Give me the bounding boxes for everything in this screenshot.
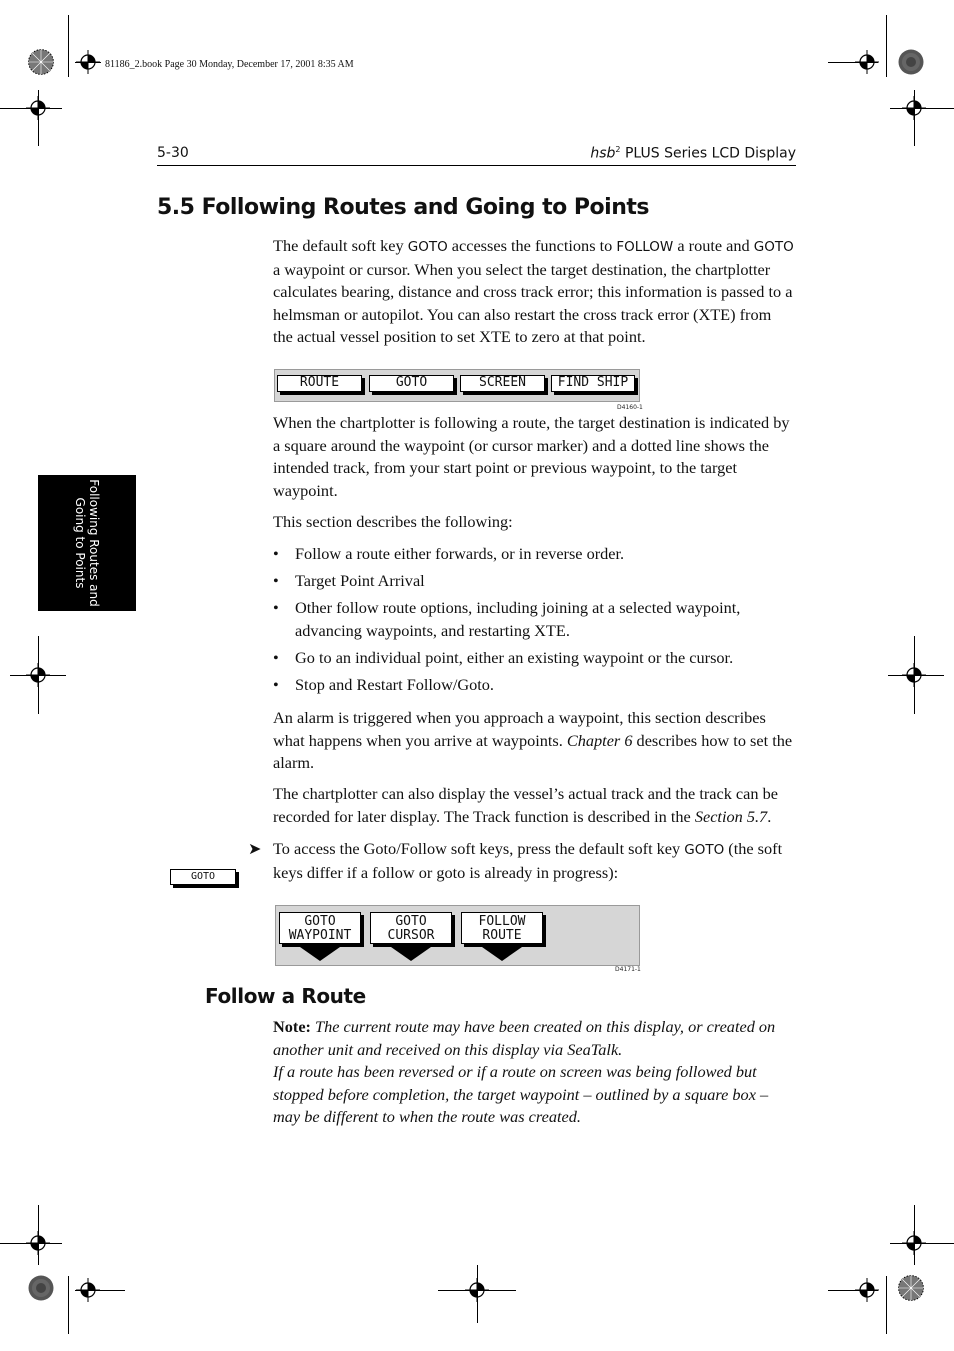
crosshair-icon (26, 1231, 50, 1255)
side-tab-line1: Following Routes and (87, 479, 101, 607)
crosshair-icon (855, 1278, 879, 1302)
section-reference: Section 5.7 (694, 806, 768, 826)
keyword-goto: GOTO (753, 239, 794, 255)
list-item: • Stop and Restart Follow/Goto. (273, 674, 795, 697)
bullet-list (273, 543, 795, 701)
softkey-screen[interactable]: SCREEN (460, 375, 545, 392)
intro-text: The default soft key (273, 236, 408, 255)
softkey-line: CURSOR (387, 927, 435, 943)
note-text: The current route may have been created on this display, or created on another unit and received on this display via SeaTalk. (273, 1017, 776, 1059)
describes-paragraph: This section describes the following: (273, 512, 513, 531)
page-number: 5-30 (157, 145, 189, 161)
crosshair-icon (855, 50, 879, 74)
keyword-follow: FOLLOW (616, 239, 674, 255)
crosshair-icon (76, 50, 100, 74)
crosshair-icon (902, 663, 926, 687)
subsection-title: Follow a Route (205, 984, 366, 1008)
side-tab-line2: Going to Points (73, 497, 87, 589)
registration-disc-icon (898, 49, 924, 75)
crop-line (886, 15, 887, 77)
chapter-reference: Chapter 6 (566, 730, 633, 750)
softkey-pointer (391, 947, 431, 961)
softkey-pointer (482, 947, 522, 961)
following-paragraph: When the chartplotter is following a route, the target destination is indicated by a square around the waypoint (or cursor marker) and a dotted line shows the intended track, from your start point or previous waypoint, to the target waypoint. (273, 413, 790, 500)
list-item: • Other follow route options, including joining at a selected waypoint, advancing waypoints, and restarting XTE. (273, 597, 795, 642)
softkey-line: GOTO (304, 914, 336, 929)
crop-line (68, 15, 69, 77)
registration-disc-icon (898, 1275, 924, 1301)
note-paragraph (273, 1016, 795, 1129)
running-header-rest: PLUS Series LCD Display (620, 145, 796, 162)
crosshair-icon (26, 96, 50, 120)
step-paragraph (273, 838, 795, 884)
running-header-hsb: hsb (590, 145, 616, 162)
softkey-pointer (300, 947, 340, 961)
print-slug: 81186_2.book Page 30 Monday, December 17, 2001 8:35 AM (105, 59, 354, 70)
softkey-find-ship[interactable]: FIND SHIP (551, 375, 635, 392)
figure-id: D4160-1 (617, 404, 643, 411)
side-tab-text (73, 479, 101, 607)
keyword-goto: GOTO (407, 239, 448, 255)
alarm-text: describes how to set the alarm. (273, 730, 793, 772)
crosshair-icon (902, 96, 926, 120)
step-text: (the soft keys differ if a follow or goto is already in progress): (273, 839, 783, 882)
softkey-line: FOLLOW (478, 914, 526, 929)
crosshair-icon (902, 1231, 926, 1255)
softkey-line: GOTO (395, 914, 427, 929)
list-item: • Target Point Arrival (273, 570, 795, 593)
header-rule (157, 165, 796, 166)
margin-softkey-goto[interactable]: GOTO (170, 869, 236, 885)
intro-text: a route and (673, 236, 754, 255)
softkey-follow-route-face[interactable] (461, 912, 543, 944)
section-title: 5.5 Following Routes and Going to Points (157, 195, 649, 220)
softkey-goto-waypoint-face[interactable] (279, 912, 361, 944)
softkey-goto-cursor-face[interactable] (370, 912, 452, 944)
keyword-goto: GOTO (684, 842, 725, 858)
intro-text: accesses the functions to (447, 236, 617, 255)
running-header (590, 145, 796, 162)
track-text: The chartplotter can also display the vessel’s actual track and the track can be recorded for later display. The Track function is described in the (273, 784, 778, 826)
note-text: If a route has been reversed or if a route on screen was being followed but stopped before completion, the target waypoint – outlined by a square box – may be different to when the route was created. (273, 1062, 769, 1126)
softkey-route[interactable]: ROUTE (277, 375, 362, 392)
crop-line (886, 1276, 887, 1334)
track-paragraph (273, 783, 795, 828)
registration-disc-icon (28, 49, 54, 75)
track-text: . (767, 806, 772, 826)
intro-paragraph (273, 235, 795, 349)
softkey-line: ROUTE (482, 927, 522, 943)
running-header-sup: 2 (615, 145, 621, 154)
list-item: • Follow a route either forwards, or in reverse order. (273, 543, 795, 566)
alarm-text: An alarm is triggered when you approach a waypoint, this section describes what happens when you arrive at waypoints. (273, 708, 766, 750)
softkey-line: WAYPOINT (288, 927, 352, 943)
crosshair-icon (465, 1278, 489, 1302)
step-text: To access the Goto/Follow soft keys, press the default soft key (273, 839, 685, 858)
alarm-paragraph (273, 707, 795, 775)
list-item: • Go to an individual point, either an existing waypoint or the cursor. (273, 647, 795, 670)
registration-disc-icon (28, 1275, 54, 1301)
figure-id: D4171-1 (615, 966, 641, 973)
note-label: Note: (273, 1017, 311, 1036)
crosshair-icon (76, 1278, 100, 1302)
intro-text: a waypoint or cursor. When you select the target destination, the chartplotter calculates bearing, distance and cross track error; this information is passed to a helmsman or autopilot. You can also restart the cross track error (XTE) from the actual vessel position to set XTE to zero at that point. (273, 259, 793, 346)
step-arrow-icon: ➤ (248, 841, 262, 858)
softkey-goto[interactable]: GOTO (369, 375, 454, 392)
crosshair-icon (26, 663, 50, 687)
crop-line (68, 1276, 69, 1334)
